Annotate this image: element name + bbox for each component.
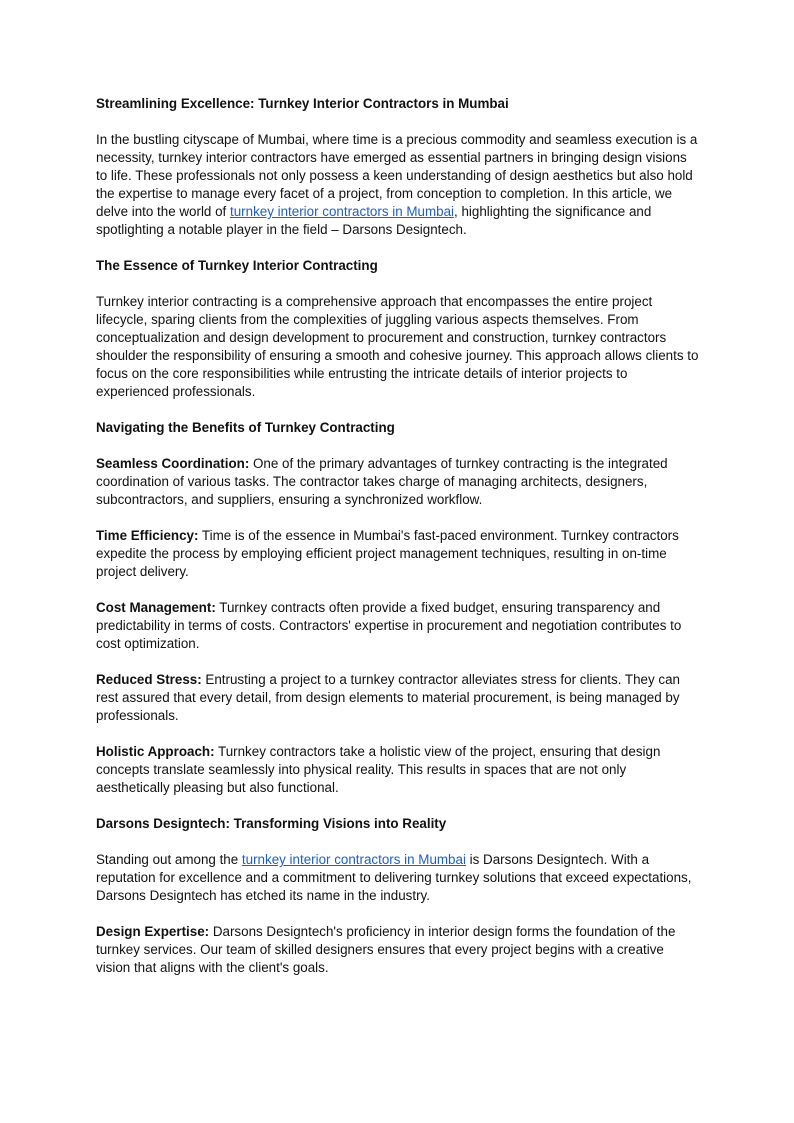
benefit-label: Holistic Approach:	[96, 744, 215, 759]
benefit-label: Reduced Stress:	[96, 672, 202, 687]
section-heading-darsons: Darsons Designtech: Transforming Visions into Reality	[96, 816, 447, 831]
darsons-item	[96, 923, 700, 977]
document-title: Streamlining Excellence: Turnkey Interior Contractors in Mumbai	[96, 96, 509, 111]
benefit-label: Cost Management:	[96, 600, 216, 615]
section-heading-benefits: Navigating the Benefits of Turnkey Contracting	[96, 420, 395, 435]
section-heading-essence: The Essence of Turnkey Interior Contracting	[96, 258, 378, 273]
benefit-text: Turnkey contractors take a holistic view of the project, ensuring that design concepts translate seamlessly into physical reality. This results in spaces that are not only aesthetically pleasing but also functional.	[96, 744, 661, 795]
intro-text-before: In the bustling cityscape of Mumbai, where time is a precious commodity and seamless execution is a necessity, turnkey interior contractors have emerged as essential partners in bringing design visions to life. These professionals not only possess a keen understanding of design aesthetics but also hold the expertise to manage every facet of a project, from conception to completion. In this article, we delve into the world of	[96, 132, 698, 219]
benefit-label: Time Efficiency:	[96, 528, 199, 543]
benefit-text: Time is of the essence in Mumbai's fast-paced environment. Turnkey contractors expedite the process by employing efficient project management techniques, resulting in on-time project delivery.	[96, 528, 679, 579]
benefit-text: Turnkey contracts often provide a fixed budget, ensuring transparency and predictability in terms of costs. Contractors' expertise in procurement and negotiation contributes to cost optimization.	[96, 600, 682, 651]
document-page	[96, 95, 700, 995]
darsons-item-text: Darsons Designtech's proficiency in interior design forms the foundation of the turnkey services. Our team of skilled designers ensures that every project begins with a creative vision that aligns with the client's goals.	[96, 924, 676, 975]
darsons-intro-paragraph	[96, 851, 700, 905]
benefit-item	[96, 455, 700, 509]
intro-paragraph	[96, 131, 700, 239]
benefit-item	[96, 671, 700, 725]
darsons-link[interactable]: turnkey interior contractors in Mumbai	[241, 852, 466, 867]
benefit-item	[96, 743, 700, 797]
intro-text-after: , highlighting the significance and spotlighting a notable player in the field – Darsons Designtech.	[96, 204, 652, 237]
benefit-item	[96, 527, 700, 581]
benefit-text: Entrusting a project to a turnkey contractor alleviates stress for clients. They can rest assured that every detail, from design elements to material procurement, is being managed by professionals.	[96, 672, 681, 723]
intro-link[interactable]: turnkey interior contractors in Mumbai	[230, 204, 455, 219]
darsons-text-after: is Darsons Designtech. With a reputation for excellence and a commitment to delivering turnkey solutions that exceed expectations, Darsons Designtech has etched its name in the industry.	[96, 852, 692, 903]
section-body-essence: Turnkey interior contracting is a comprehensive approach that encompasses the entire project lifecycle, sparing clients from the complexities of juggling various aspects themselves. From conceptualization and design development to procurement and construction, turnkey contractors shoulder the responsibility of ensuring a smooth and cohesive journey. This approach allows clients to focus on the core responsibilities while entrusting the intricate details of interior projects to experienced professionals.	[96, 294, 699, 399]
benefit-label: Seamless Coordination:	[96, 456, 250, 471]
benefit-item	[96, 599, 700, 653]
darsons-item-label: Design Expertise:	[96, 924, 210, 939]
benefit-text: One of the primary advantages of turnkey contracting is the integrated coordination of various tasks. The contractor takes charge of managing architects, designers, subcontractors, and suppliers, ensuring a synchronized workflow.	[96, 456, 668, 507]
darsons-text-before: Standing out among the	[96, 852, 242, 867]
